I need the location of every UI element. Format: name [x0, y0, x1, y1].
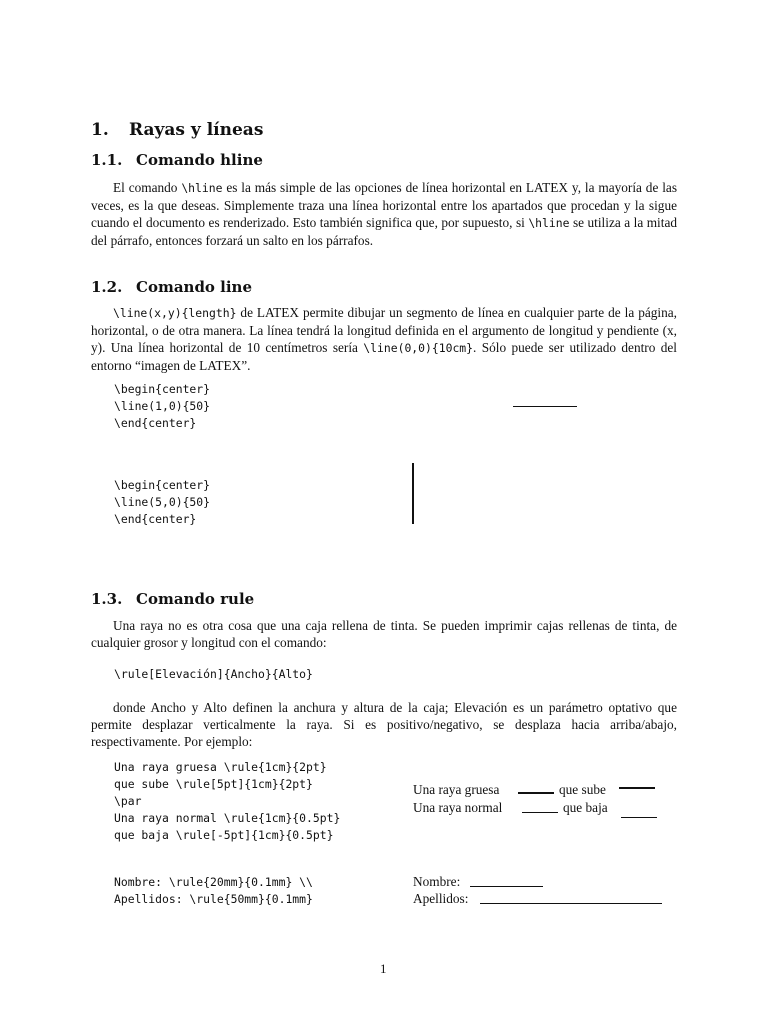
rule-output-line-1: Una raya gruesa — [413, 782, 500, 797]
code-form-example: Nombre: \rule{20mm}{0.1mm} \\ Apellidos: \rule{50mm}{0.1mm} — [114, 875, 313, 906]
rule-output-sube: que sube — [559, 782, 606, 797]
rule-paragraph-2: donde Ancho y Alto definen la anchura y altura de la caja; Elevación es un parámetro optativo que permite desplazar verticalmente la raya. Si es positivo/negativo, se desplaza hacia arriba/abajo, respectivamente. Por ejemplo: — [91, 700, 677, 749]
section-title: Rayas y líneas — [129, 120, 264, 140]
line-paragraph: \line(x,y){length} de LATEX permite dibujar un segmento de línea en cualquier parte de la página, horizontal, o de otra manera. La línea tendrá la longitud definida en el argumento de longitud y pendiente (x, y). Una línea horizontal de 10 centímetros sería \line(0,0){10cm}. Sólo puede ser utilizado dentro del entorno “imagen de LATEX”. — [91, 305, 677, 373]
nombre-rule — [470, 886, 543, 887]
inline-code: \line(x,y){length} — [113, 306, 237, 320]
rule-output-line-2: Una raya normal — [413, 800, 503, 815]
subsection-number: 1.3. — [91, 590, 123, 608]
normal-rule — [522, 812, 558, 813]
page-number: 1 — [380, 961, 387, 976]
raised-thick-rule — [619, 787, 655, 789]
inline-code: \hline — [528, 216, 570, 230]
subsection-heading-rule — [91, 590, 254, 608]
rule-output-baja: que baja — [563, 800, 608, 815]
lowered-normal-rule — [621, 817, 657, 818]
code-rule-syntax: \rule[Elevación]{Ancho}{Alto} — [114, 667, 313, 681]
subsection-title: Comando line — [136, 278, 253, 296]
code-block-line-1: \begin{center} \line(1,0){50} \end{center} — [114, 382, 211, 430]
rule-paragraph-1: Una raya no es otra cosa que una caja rellena de tinta. Se pueden imprimir cajas rellenas de tinta, de cualquier grosor y longitud con el comando: — [91, 618, 677, 650]
subsection-title: Comando rule — [136, 590, 255, 608]
hline-paragraph: El comando \hline es la más simple de las opciones de línea horizontal en LATEX y, la mayoría de las veces, es la que deseas. Simplemente traza una línea horizontal entre los apartados que procedan y la sigue cuando el documento es renderizado. Esto también significa que, por supuesto, si \hline se utiliza a la mitad del párrafo, entonces forzará un salto en los párrafos. — [91, 180, 677, 248]
inline-code: \hline — [181, 181, 223, 195]
inline-code: \line(0,0){10cm} — [363, 341, 474, 355]
subsection-heading-hline — [91, 151, 263, 169]
subsection-number: 1.1. — [91, 151, 123, 169]
code-block-line-2: \begin{center} \line(5,0){50} \end{center} — [114, 478, 211, 526]
apellidos-rule — [480, 903, 662, 904]
section-number: 1. — [91, 120, 109, 140]
thick-rule — [518, 792, 554, 794]
subsection-number: 1.2. — [91, 278, 123, 296]
vertical-line-output — [412, 463, 414, 524]
code-rule-example: Una raya gruesa \rule{1cm}{2pt} que sube \rule[5pt]{1cm}{2pt} \par Una raya normal \rule{1cm}{0.5pt} que baja \rule[-5pt]{1cm}{0.5pt} — [114, 760, 341, 842]
section-heading — [91, 120, 263, 140]
subsection-title: Comando hline — [136, 151, 263, 169]
subsection-heading-line — [91, 278, 252, 296]
form-label-nombre: Nombre: — [413, 874, 461, 889]
form-label-apellidos: Apellidos: — [413, 891, 469, 906]
horizontal-line-output — [513, 406, 577, 407]
